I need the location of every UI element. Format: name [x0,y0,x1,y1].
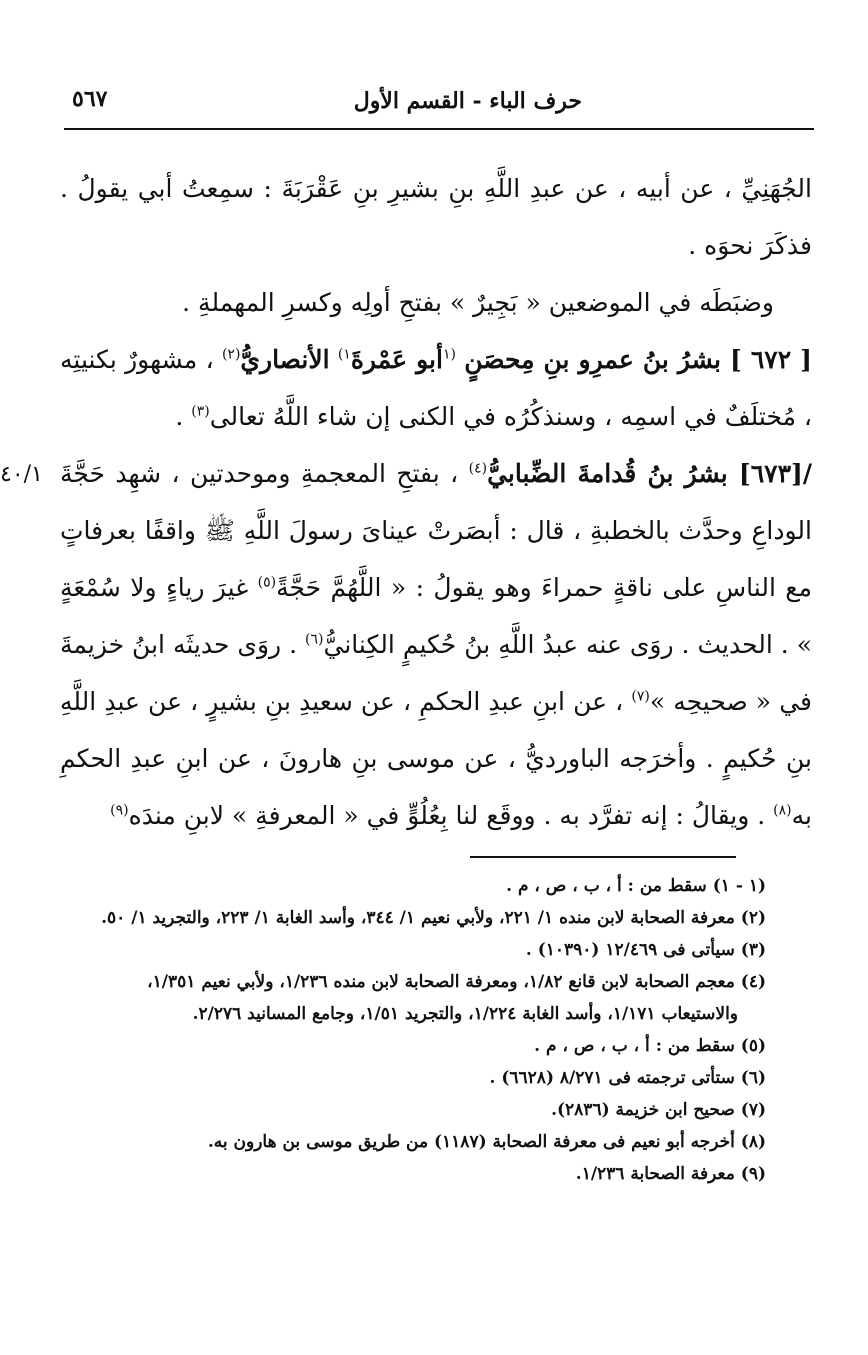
footnote-3: (٣) سيأتى فى ١٢/٤٦٩ (١٠٣٩٠) . [525,940,766,960]
entry-673-text-2: غيرَ رياءٍ ولا سُمْعَةٍ » . الحديث . روَى عنه عبدُ اللَّهِ بنُ حُكيمٍ الكِنانيُّ [60,573,812,659]
footnote-marker: (٩) [110,802,129,819]
entry-672-heading: [ ٦٧٢ ] بشرُ بنُ عمرِو بنِ مِحصَنٍ [464,345,813,374]
header-rule [64,128,814,130]
footnote-4-continued: والاستيعاب ١/١٧١، وأسد الغابة ١/٢٢٤، والتجريد ١/٥١، وجامع المسانيد ٢/٢٧٦. [192,1004,738,1024]
footnote-marker: (٨) [773,802,792,819]
footnote-8: (٨) أخرجه أبو نعيم فى معرفة الصحابة (١١٨٧) من طريق موسى بن هارون به. [207,1132,766,1152]
entry-672-text: ، مشهورٌ بكنيتِه ، مُختلَفٌ في اسمِه ، وسنذكُرُه في الكنى إن شاء اللَّهُ تعالى [60,345,812,431]
running-title: حرف الباء - القسم الأول [353,88,582,114]
footnote-marker: (٣) [191,403,210,420]
entry-673-text-5: . ويقالُ : إنه تفرَّد به . ووقَع لنا بِعُلُوٍّ في « المعرفةِ » لابنِ مندَه [128,801,766,830]
entry-672-kunya: أبو عَمْرةَ [350,345,443,374]
footnote-1: (١ - ١) سقط من : أ ، ب ، ص ، م . [506,876,766,896]
footnote-separator [470,856,736,858]
main-text [60,160,812,844]
entry-673 [60,445,812,844]
footnote-marker: (٧) [631,688,650,705]
entry-673-text-1: ، بفتحِ المعجمةِ وموحدتين ، شهِد حَجَّةَ الوداعِ وحدَّث بالخطبةِ ، قال : أبصَرتْ عيناىَ رسولَ اللَّهِ ﷺ واقفًا بعرفاتٍ مع الناسِ على ناقةٍ حمراءَ وهو يقولُ : « اللَّهُمَّ حَجَّةً [60,459,812,602]
paragraph-note: وضبَطَه في الموضعين « بَجِيرٌ » بفتحِ أولِه وكسرِ المهملةِ . [182,288,774,317]
entry-672-nisba: الأنصاريُّ [240,345,330,374]
footnote-marker: (٤) [468,460,488,477]
page-number: ٥٦٧ [72,86,108,112]
footnote-marker: (١ [442,346,456,363]
entry-673-text-4: ، عن ابنِ عبدِ الحكمِ ، عن سعيدِ بنِ بشيرٍ ، عن عبدِ اللَّهِ بنِ حُكيمٍ . وأخرَجه الباورديُّ ، عن موسى بنِ هارونَ ، عن ابنِ عبدِ الحكمِ به [60,687,812,830]
footnotes [40,870,816,1190]
footnote-7: (٧) صحيح ابن خزيمة (٢٨٣٦). [551,1100,766,1120]
footnote-marker: (٢) [221,346,241,363]
footnote-marker: ١) [337,346,351,363]
footnote-4: (٤) معجم الصحابة لابن قانع ١/٨٢، ومعرفة الصحابة لابن منده ١/٢٣٦، ولأبي نعيم ١/٣٥١، [147,972,766,992]
footnote-6: (٦) ستأتى ترجمته فى ٨/٢٧١ (٦٦٢٨) . [489,1068,766,1088]
page-header [64,86,812,120]
footnote-marker: (٥) [257,574,277,591]
entry-673-heading: /[٦٧٣] بشرُ بنُ قُدامةَ الضِّبابيُّ [487,459,812,488]
paragraph-continuation: الجُهَنِيِّ ، عن أبيه ، عن عبدِ اللَّهِ بنِ بشيرِ بنِ عَقْرَبَةَ : سمِعتُ أبي يقولُ . فذكَرَ نحوَه . [60,174,812,260]
footnote-marker: (٦) [305,631,324,648]
entry-672 [60,331,812,445]
footnote-9: (٩) معرفة الصحابة ١/٢٣٦. [575,1164,766,1184]
footnote-2: (٢) معرفة الصحابة لابن منده ١/ ٢٢١، ولأبي نعيم ١/ ٣٤٤، وأسد الغابة ١/ ٢٢٣، والتجريد ١/ ٥٠. [101,908,766,928]
margin-reference: ٤٠/١ [0,462,43,487]
entry-672-end: . [175,402,192,431]
footnote-5: (٥) سقط من : أ ، ب ، ص ، م . [534,1036,766,1056]
entry-673-text-3: . روَى حديثَه ابنُ خزيمةَ في « صحيحِه » [60,630,813,716]
